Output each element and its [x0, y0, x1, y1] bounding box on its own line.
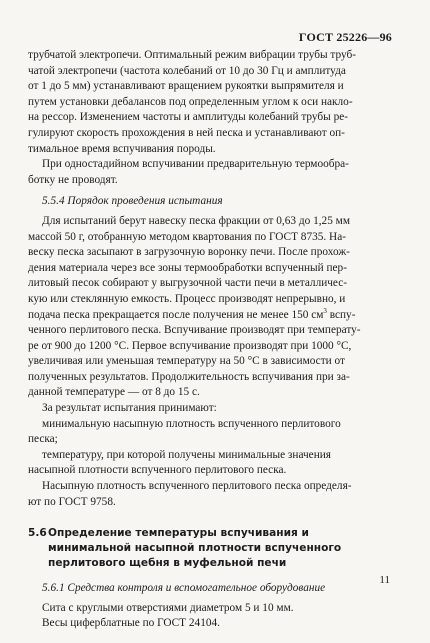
text-line: температуру, при которой получены минимальные значения: [42, 448, 331, 461]
text-line: от 1 до 5 мм) устанавливают вращением рукоятки выпрямителя и: [28, 80, 344, 93]
section-number: 5.6: [28, 527, 47, 540]
paragraph-vibration-mode: [28, 48, 392, 157]
paragraph-single-stage: [28, 157, 392, 188]
text-line: тимальное время вспучивания породы.: [28, 142, 216, 155]
text-line: Насыпную плотность вспученного перлитового песка определя-: [42, 480, 352, 493]
subsection-title-5-5-4: 5.5.4 Порядок проведения испытания: [42, 195, 223, 208]
text-line: гулируют скорость прохождения в ней песка и устанавливают оп-: [28, 126, 345, 139]
text-line: данной температуре — от 8 до 15 с.: [28, 386, 200, 399]
paragraph-test-procedure: [28, 214, 392, 401]
text-line: веску песка засыпают в загрузочную воронку печи. После прохож-: [28, 246, 350, 259]
text-line: на рессор. Изменением частоты и амплитуды колебаний трубы ре-: [28, 111, 349, 124]
paragraph-sieves: Сита с круглыми отверстиями диаметром 5 и 10 мм.: [42, 601, 294, 614]
standard-header: ГОСТ 25226—96: [298, 30, 392, 44]
text-fragment: подача песка прекращается после получения не менее 150 см: [28, 308, 324, 321]
text-fragment: вспу-: [329, 308, 356, 321]
text-line: литовый песок собирают у выгрузочной части печи в металличес-: [28, 277, 348, 290]
section-heading: [48, 526, 348, 571]
text-line: ченного перлитового песка. Вспучивание производят при температу-: [28, 324, 361, 337]
text-line: При одностадийном вспучивании предварительную термообра-: [42, 158, 349, 171]
paragraph-temperature: [28, 448, 392, 479]
text-line: ботку не проводят.: [28, 173, 118, 186]
text-line: полученных результатов. Продолжительность вспучивания при за-: [28, 370, 350, 383]
text-line: Для испытаний берут навеску песка фракции от 0,63 до 1,25 мм: [42, 214, 350, 227]
paragraph-scales: Весы циферблатные по ГОСТ 24104.: [42, 617, 220, 630]
superscript-3: 3: [323, 306, 327, 315]
text-line: кую или стеклянную емкость. Процесс производят непрерывно, и: [28, 292, 346, 305]
text-line: дения материала через все зоны термообработки вспученный пер-: [28, 261, 347, 274]
page-number: 11: [379, 574, 390, 586]
text-line: ют по ГОСТ 9758.: [28, 495, 116, 508]
paragraph-results-intro: За результат испытания принимают:: [42, 402, 217, 415]
heading-line: Определение температуры вспучивания и: [48, 527, 309, 540]
text-line-with-superscript: [28, 308, 392, 324]
paragraph-density-standard: [28, 479, 392, 510]
text-line: чатой электропечи (частота колебаний от 10 до 30 Гц и амплитуда: [28, 64, 346, 77]
text-line: увеличивая или уменьшая температуру на 50 °С в зависимости от: [28, 355, 345, 368]
text-line: песка;: [28, 433, 58, 446]
text-line: минимальную насыпную плотность вспученного перлитового: [42, 417, 341, 430]
heading-line: перлитового щебня в муфельной печи: [48, 557, 287, 570]
subsection-title-5-6-1: 5.6.1 Средства контроля и вспомогательное оборудование: [42, 582, 326, 595]
text-line: насыпной плотности вспученного перлитового песка.: [28, 464, 287, 477]
section-title-5-6: [28, 526, 392, 571]
document-body: [28, 48, 392, 632]
text-line: массой 50 г, отобранную методом квартования по ГОСТ 8735. На-: [28, 230, 346, 243]
text-line: ре от 900 до 1200 °С. Первое вспучивание производят при 1000 °С,: [28, 339, 352, 352]
text-line: путем установки дебалансов под определенным углом к оси накло-: [28, 95, 353, 108]
heading-line: минимальной насыпной плотности вспученного: [48, 542, 342, 555]
text-line: трубчатой электропечи. Оптимальный режим вибрации трубы труб-: [28, 49, 356, 61]
paragraph-min-density: [28, 417, 392, 448]
